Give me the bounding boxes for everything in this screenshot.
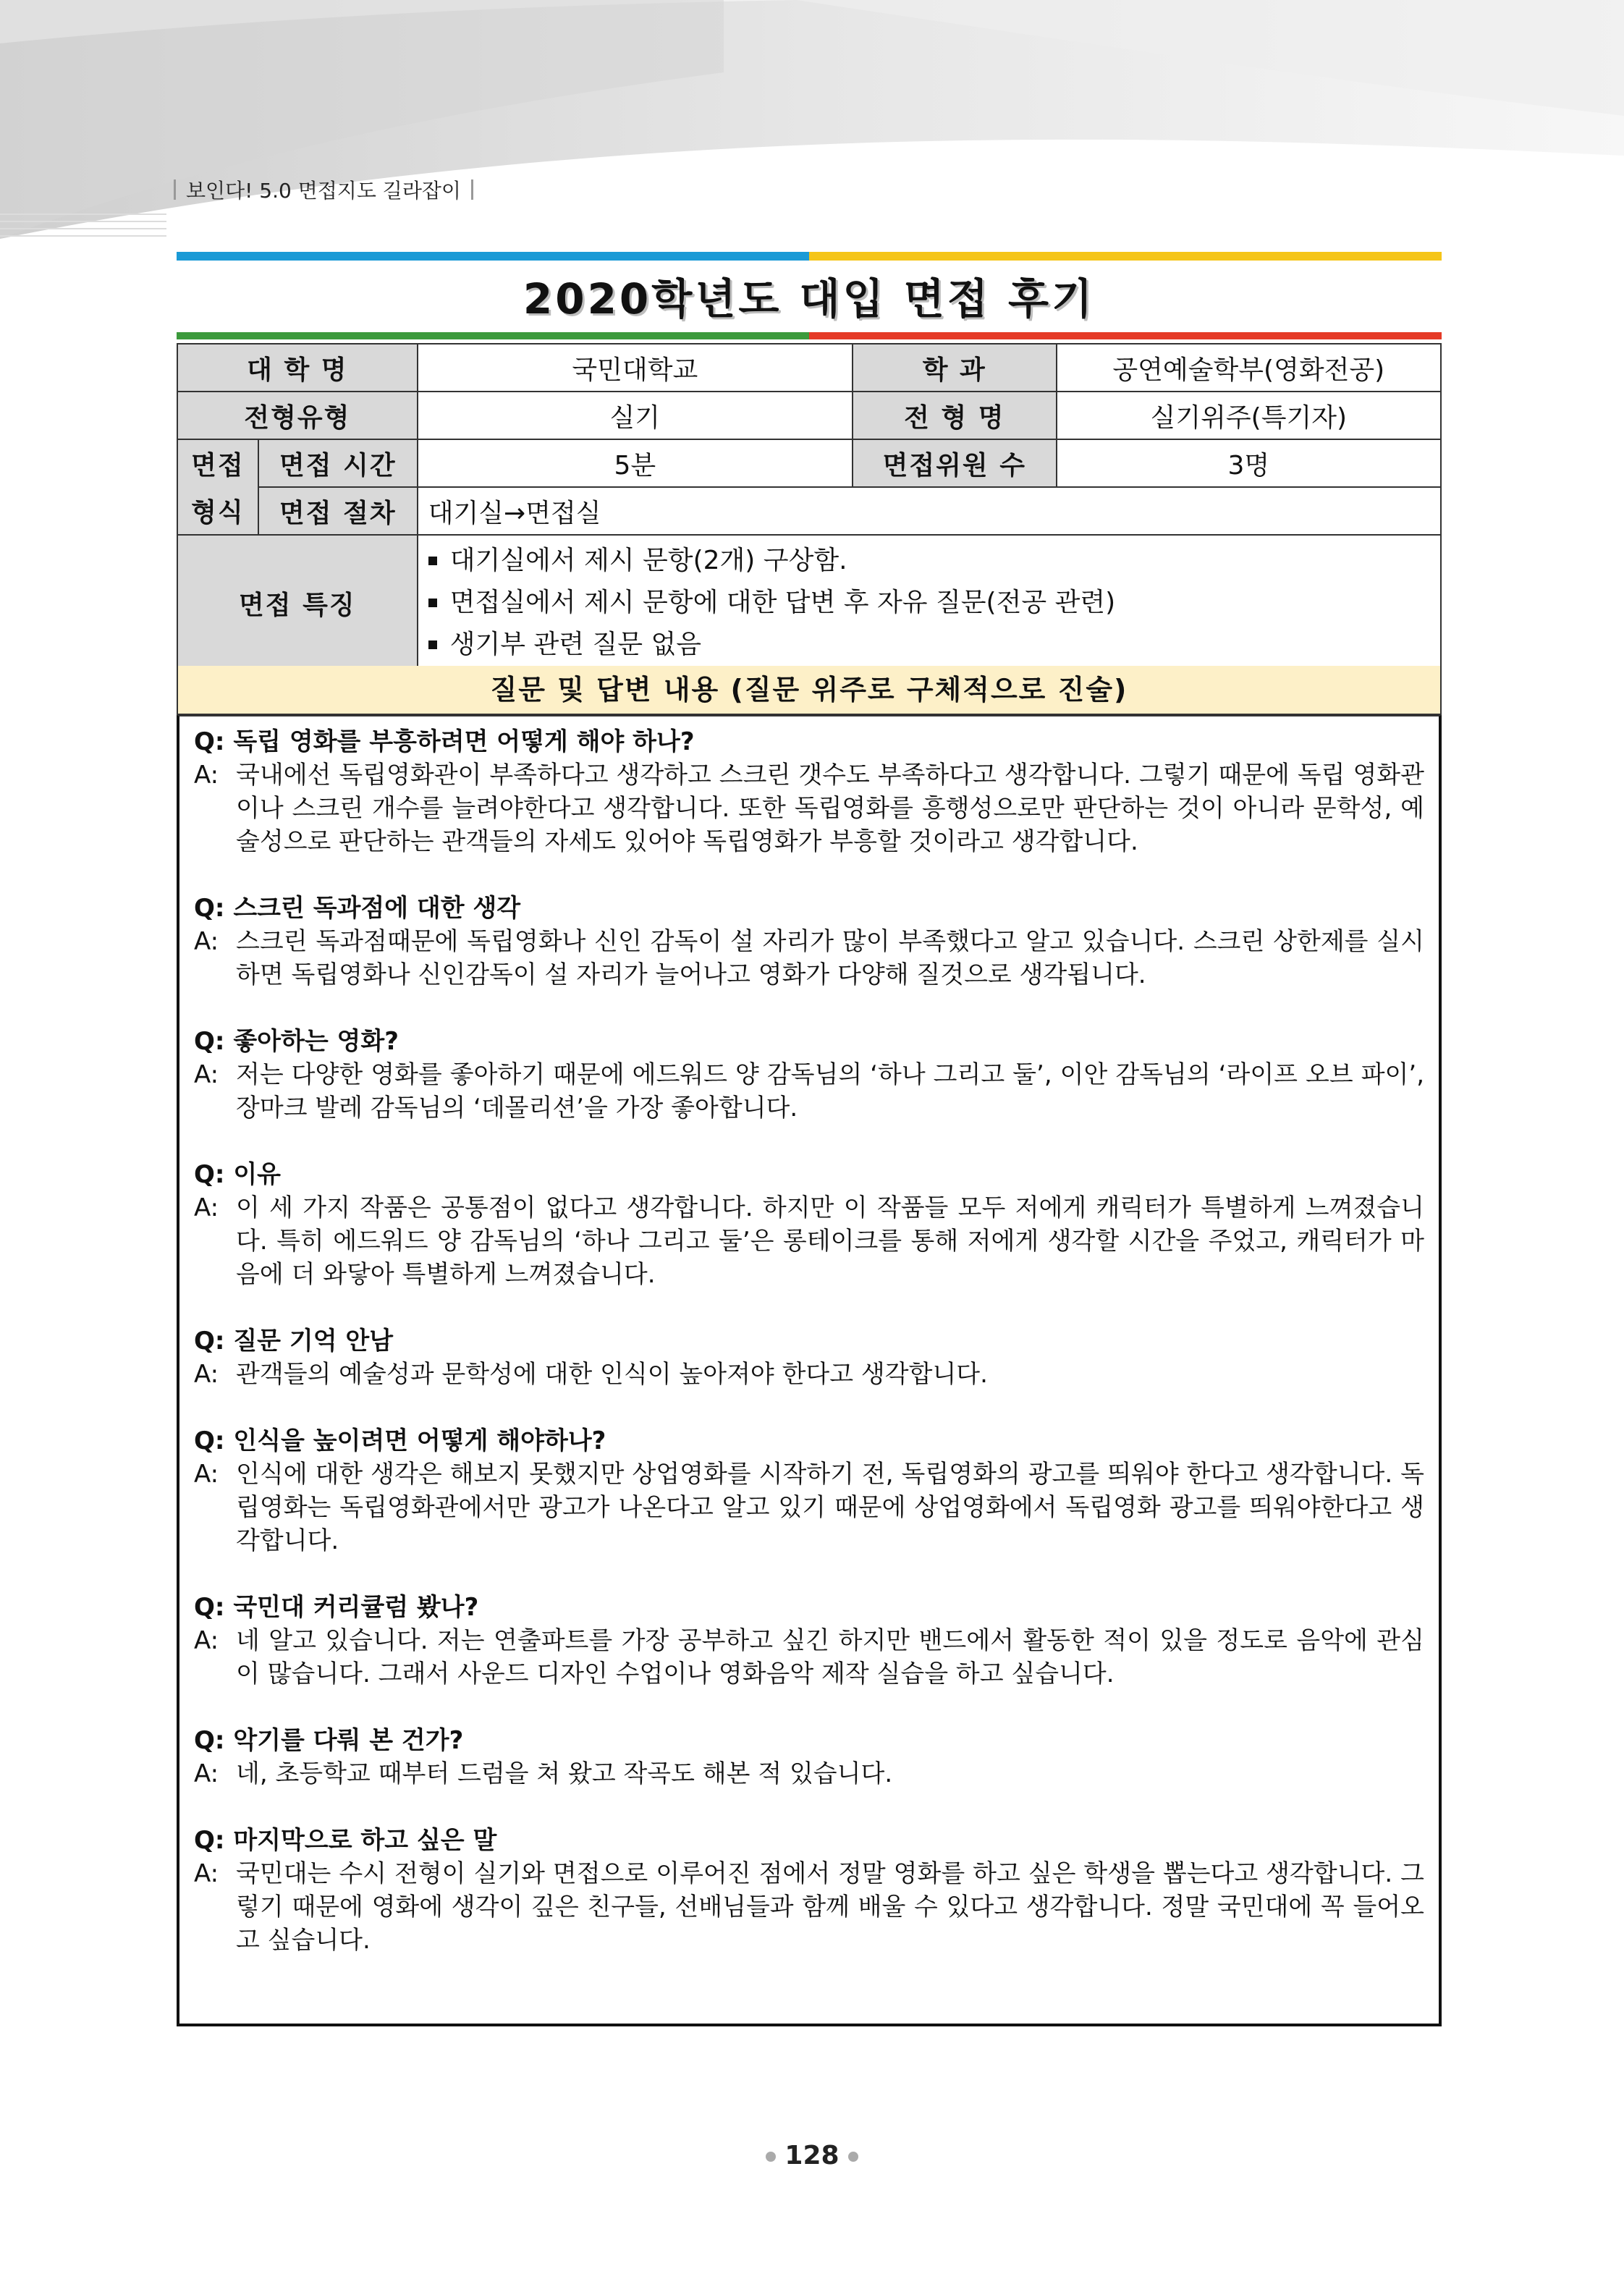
qa-item [194, 1158, 1424, 1291]
qa-item [194, 1724, 1424, 1790]
answer-text: 국민대는 수시 전형이 실기와 면접으로 이루어진 점에서 정말 영화를 하고 싶은 학생을 뽑는다고 생각합니다. 그렇기 때문에 영화에 생각이 깊은 친구들, 선배님들과 함께 배울 수 있다고 생각합니다. 정말 국민대에 꼭 들어오고 싶습니다. [236, 1859, 1424, 1955]
info-row-features [177, 535, 1441, 671]
procedure-label: 면접 절차 [258, 487, 418, 535]
bullet-square-icon [428, 599, 437, 607]
info-row-type [177, 392, 1441, 439]
question: Q: 질문 기억 안남 [194, 1327, 394, 1356]
answer-text: 관객들의 예술성과 문학성에 대한 인식이 높아져야 한다고 생각합니다. [236, 1360, 988, 1389]
qa-item [194, 892, 1424, 991]
university-value: 국민대학교 [418, 344, 853, 392]
features-list [428, 540, 1430, 666]
format-label-bottom: 형식 [177, 487, 258, 535]
qa-item [194, 1324, 1424, 1391]
answer-text: 스크린 독과점때문에 독립영화나 신인 감독이 설 자리가 많이 부족했다고 알고 있습니다. 스크린 상한제를 실시하면 독립영화나 신인감독이 설 자리가 늘어나고 영화가 다양해 질것으로 생각됩니다. [236, 927, 1424, 989]
features-value [418, 535, 1441, 671]
question: Q: 마지막으로 하고 싶은 말 [194, 1826, 497, 1855]
department-value: 공연예술학부(영화전공) [1057, 344, 1441, 392]
question: Q: 인식을 높이려면 어떻게 해야하나? [194, 1426, 606, 1455]
answer: A: 관객들의 예술성과 문학성에 대한 인식이 높아져야 한다고 생각합니다. [194, 1358, 1424, 1391]
question: Q: 국민대 커리큘럼 봤나? [194, 1593, 479, 1622]
features-label: 면접 특징 [177, 535, 418, 671]
answer-text: 인식에 대한 생각은 해보지 못했지만 상업영화를 시작하기 전, 독립영화의 광고를 띄워야 한다고 생각합니다. 독립영화는 독립영화관에서만 광고가 나온다고 알고 있기 때문에 상업영화에서 독립영화 광고를 띄워야한다고 생각합니다. [236, 1460, 1424, 1555]
feature-item: 대기실에서 제시 문항(2개) 구상함. [428, 540, 1430, 582]
question: Q: 이유 [194, 1160, 282, 1189]
format-label-top: 면접 [177, 439, 258, 487]
info-row-procedure [177, 487, 1441, 535]
answer-text: 저는 다양한 영화를 좋아하기 때문에 에드워드 양 감독님의 ‘하나 그리고 둘’, 이안 감독님의 ‘라이프 오브 파이’, 장마크 발레 감독님의 ‘데몰리션’을 가장 좋아합니다. [236, 1060, 1424, 1122]
answer: A: 국내에선 독립영화관이 부족하다고 생각하고 스크린 갯수도 부족하다고 생각합니다. 그렇기 때문에 독립 영화관이나 스크린 개수를 늘려야한다고 생각합니다. 또한 독립영화를 흥행성으로만 판단하는 것이 아니라 문학성, 예술성으로 판단하는 관객들의 자세도 있어야 독립영화가 부흥할 것이라고 생각합니다. [194, 758, 1424, 858]
page-dot-right-icon [848, 2152, 858, 2162]
bottom-bar-red [809, 332, 1442, 339]
type-value: 실기 [418, 392, 853, 439]
answer: A: 스크린 독과점때문에 독립영화나 신인 감독이 설 자리가 많이 부족했다고 알고 있습니다. 스크린 상한제를 실시하면 독립영화나 신인감독이 설 자리가 늘어나고 영화가 다양해 질것으로 생각됩니다. [194, 925, 1424, 991]
admission-name-label: 전 형 명 [853, 392, 1057, 439]
answer-text: 네, 초등학교 때부터 드럼을 쳐 왔고 작곡도 해본 적 있습니다. [236, 1759, 893, 1788]
answer: A: 인식에 대한 생각은 해보지 못했지만 상업영화를 시작하기 전, 독립영화의 광고를 띄워야 한다고 생각합니다. 독립영화는 독립영화관에서만 광고가 나온다고 알고 있기 때문에 상업영화에서 독립영화 광고를 띄워야한다고 생각합니다. [194, 1458, 1424, 1557]
university-label: 대 학 명 [177, 344, 418, 392]
interview-info-table [177, 343, 1442, 672]
top-bar-blue [177, 252, 809, 261]
page-number: 128 [0, 2141, 1624, 2170]
question: Q: 독립 영화를 부흥하려면 어떻게 해야 하나? [194, 727, 695, 756]
bullet-square-icon [428, 557, 437, 565]
qa-item [194, 1025, 1424, 1125]
interviewers-label: 면접위원 수 [853, 439, 1057, 487]
procedure-value: 대기실→면접실 [418, 487, 1441, 535]
admission-name-value: 실기위주(특기자) [1057, 392, 1441, 439]
page-title: 2020학년도 대입 면접 후기 [523, 274, 1096, 324]
time-label: 면접 시간 [258, 439, 418, 487]
top-bar-yellow [809, 252, 1442, 261]
answer-text: 이 세 가지 작품은 공통점이 없다고 생각합니다. 하지만 이 작품들 모두 저에게 캐릭터가 특별하게 느껴졌습니다. 특히 에드워드 양 감독님의 ‘하나 그리고 둘’은 롱테이크를 통해 저에게 생각할 시간을 주었고, 캐릭터가 마음에 더 와닿아 특별하게 느껴졌습니다. [236, 1193, 1424, 1289]
time-value: 5분 [418, 439, 853, 487]
header-divider-left [174, 179, 176, 200]
qa-item [194, 1424, 1424, 1557]
book-header [174, 175, 473, 204]
feature-item: 생기부 관련 질문 없음 [428, 624, 1430, 666]
interviewers-value: 3명 [1057, 439, 1441, 487]
question: Q: 좋아하는 영화? [194, 1027, 399, 1056]
header-divider-right [471, 179, 473, 200]
question: Q: 스크린 독과점에 대한 생각 [194, 894, 521, 923]
answer: A: 저는 다양한 영화를 좋아하기 때문에 에드워드 양 감독님의 ‘하나 그리고 둘’, 이안 감독님의 ‘라이프 오브 파이’, 장마크 발레 감독님의 ‘데몰리션’을 가장 좋아합니다. [194, 1058, 1424, 1125]
answer-text: 네 알고 있습니다. 저는 연출파트를 가장 공부하고 싶긴 하지만 밴드에서 활동한 적이 있을 정도로 음악에 관심이 많습니다. 그래서 사운드 디자인 수업이나 영화음악 제작 실습을 하고 싶습니다. [236, 1626, 1424, 1688]
page-dot-left-icon [766, 2152, 776, 2162]
qa-section-title: 질문 및 답변 내용 (질문 위주로 구체적으로 진술) [177, 666, 1442, 715]
answer-text: 국내에선 독립영화관이 부족하다고 생각하고 스크린 갯수도 부족하다고 생각합니다. 그렇기 때문에 독립 영화관이나 스크린 개수를 늘려야한다고 생각합니다. 또한 독립영화를 흥행성으로만 판단하는 것이 아니라 문학성, 예술성으로 판단하는 관객들의 자세도 있어야 독립영화가 부흥할 것이라고 생각합니다. [236, 761, 1424, 856]
book-label: 보인다! 5.0 면접지도 길라잡이 [186, 179, 461, 203]
type-label: 전형유형 [177, 392, 418, 439]
answer: A: 이 세 가지 작품은 공통점이 없다고 생각합니다. 하지만 이 작품들 모두 저에게 캐릭터가 특별하게 느껴졌습니다. 특히 에드워드 양 감독님의 ‘하나 그리고 둘’은 롱테이크를 통해 저에게 생각할 시간을 주었고, 캐릭터가 마음에 더 와닿아 특별하게 느껴졌습니다. [194, 1191, 1424, 1291]
department-label: 학 과 [853, 344, 1057, 392]
answer: A: 네 알고 있습니다. 저는 연출파트를 가장 공부하고 싶긴 하지만 밴드에서 활동한 적이 있을 정도로 음악에 관심이 많습니다. 그래서 사운드 디자인 수업이나 영화음악 제작 실습을 하고 싶습니다. [194, 1624, 1424, 1691]
qa-item [194, 725, 1424, 858]
qa-item [194, 1824, 1424, 1957]
qa-list [177, 715, 1442, 2026]
answer: A: 국민대는 수시 전형이 실기와 면접으로 이루어진 점에서 정말 영화를 하고 싶은 학생을 뽑는다고 생각합니다. 그렇기 때문에 영화에 생각이 깊은 친구들, 선배님들과 함께 배울 수 있다고 생각합니다. 정말 국민대에 꼭 들어오고 싶습니다. [194, 1857, 1424, 1957]
question: Q: 악기를 다뤄 본 건가? [194, 1726, 464, 1755]
bullet-square-icon [428, 640, 437, 649]
bottom-bar-green [177, 332, 809, 339]
title-bottom-bar [177, 332, 1442, 339]
feature-item: 면접실에서 제시 문항에 대한 답변 후 자유 질문(전공 관련) [428, 582, 1430, 624]
info-row-university [177, 344, 1441, 392]
info-row-time [177, 439, 1441, 487]
title-top-bar [177, 252, 1442, 261]
qa-item [194, 1591, 1424, 1691]
answer: A: 네, 초등학교 때부터 드럼을 쳐 왔고 작곡도 해본 적 있습니다. [194, 1757, 1424, 1790]
